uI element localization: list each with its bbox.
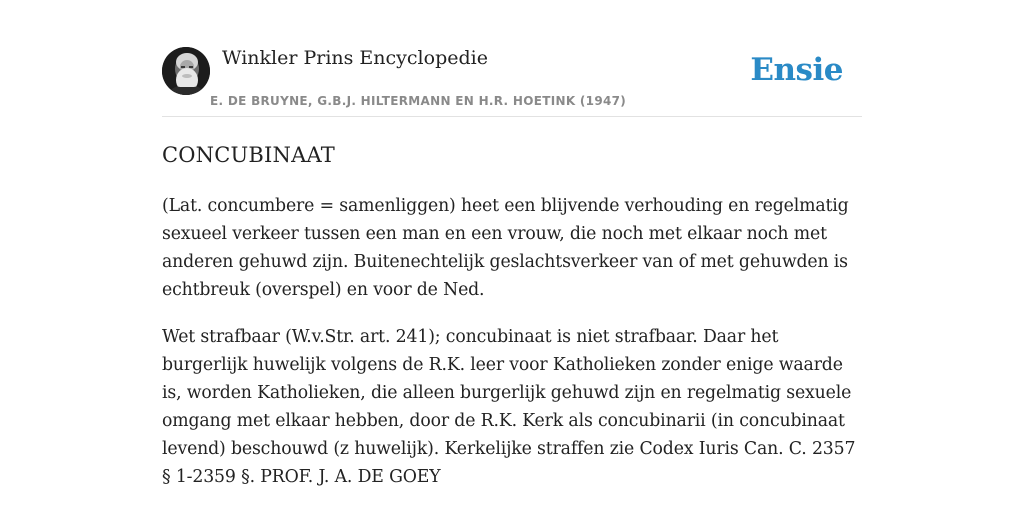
source-title[interactable]: Winkler Prins Encyclopedie xyxy=(222,47,488,69)
author-avatar[interactable] xyxy=(162,47,210,95)
source-header xyxy=(162,40,862,117)
entry-title: CONCUBINAAT xyxy=(162,143,335,167)
entry-paragraph-1: (Lat. concumbere = samenliggen) heet een blijvende verhouding en regelmatig sexueel verkeer tussen een man en een vrouw, die noch met elkaar noch met anderen gehuwd zijn. Buitenechtelijk geslachtsverkeer van of met gehuwden is echtbreuk (overspel) en voor de Ned. xyxy=(162,196,849,300)
source-authors: E. DE BRUYNE, G.B.J. HILTERMANN EN H.R. HOETINK (1947) xyxy=(210,94,627,108)
ensie-logo[interactable]: Ensie xyxy=(750,52,843,88)
entry-paragraph-2: Wet strafbaar (W.v.Str. art. 241); concubinaat is niet strafbaar. Daar het burgerlijk huwelijk volgens de R.K. leer voor Katholieken zonder enige waarde is, worden Katholieken, die alleen burgerlijk gehuwd zijn en regelmatig sexuele omgang met elkaar hebben, door de R.K. Kerk als concubinarii (in concubinaat levend) beschouwd (z huwelijk). Kerkelijke straffen zie Codex Iuris Can. C. 2357 § 1-2359 §. PROF. J. A. DE GOEY xyxy=(162,327,856,487)
bearded-man-portrait-icon xyxy=(162,47,210,95)
entry-content xyxy=(162,139,862,510)
